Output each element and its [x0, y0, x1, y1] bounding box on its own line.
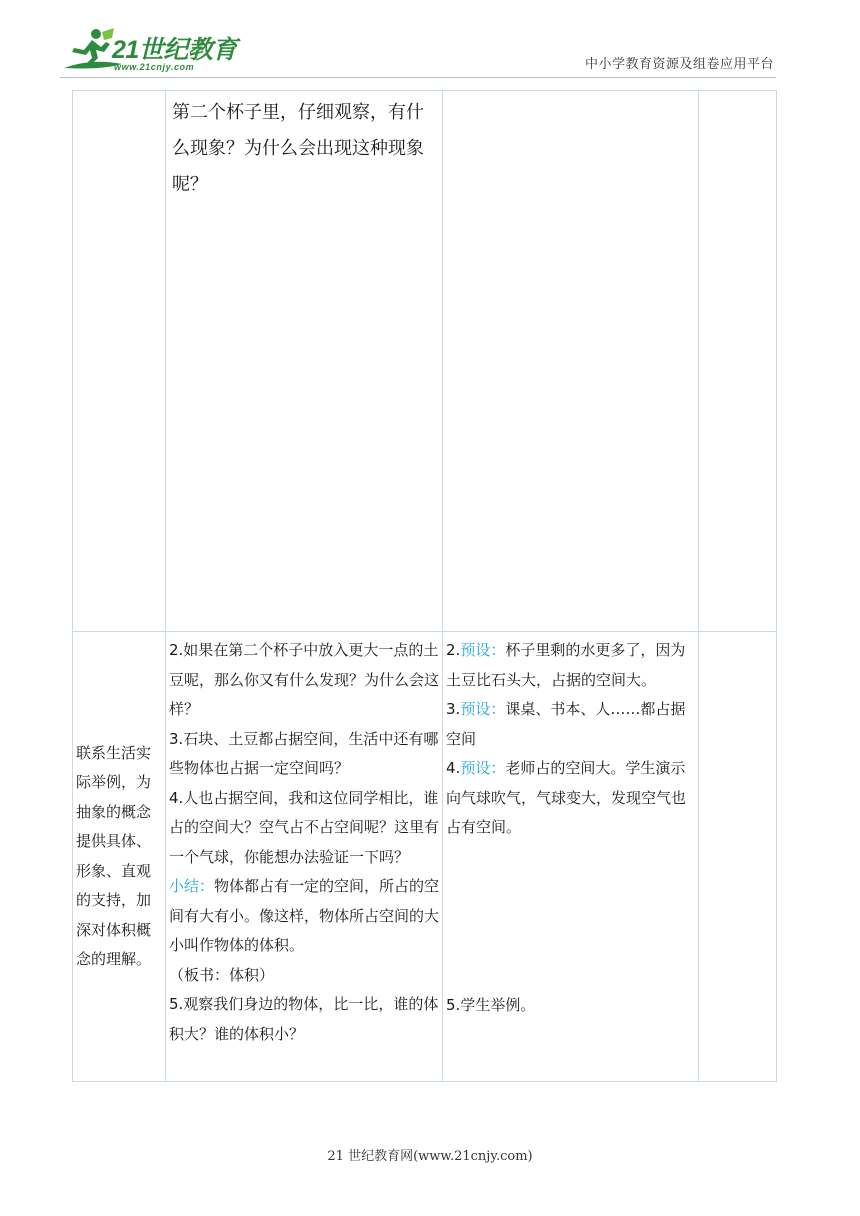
notes-cell [699, 91, 777, 632]
response-number: 3. [446, 700, 461, 718]
response-number: 2. [446, 641, 461, 659]
logo-text: 21世纪教育 [112, 36, 237, 64]
summary-paragraph [169, 872, 440, 961]
student-response [446, 636, 696, 695]
page-footer: 21 世纪教育网(www.21cnjy.com) [327, 1149, 533, 1164]
preset-label: 预设： [460, 759, 506, 777]
teacher-activity-cell [166, 632, 443, 1082]
table-row [73, 91, 777, 632]
objective-cell [73, 632, 166, 1082]
summary-label: 小结： [169, 877, 215, 895]
student-activity-cell [443, 91, 699, 632]
objective-cell [73, 91, 166, 632]
platform-title: 中小学教育资源及组卷应用平台 [584, 57, 774, 72]
student-response [446, 991, 696, 1021]
teacher-step: 2.如果在第二个杯子中放入更大一点的土豆呢，那么你又有什么发现？为什么会这样？ [169, 641, 440, 718]
response-number: 5. [446, 995, 461, 1014]
response-text: 学生举例。 [460, 995, 536, 1014]
preset-label: 预设： [460, 700, 506, 718]
page-header [0, 0, 860, 80]
teacher-step: 4.人也占据空间，我和这位同学相比，谁占的空间大？空气占不占空间呢？这里有一个气球，你能想办法验证一下吗？ [169, 788, 440, 866]
student-activity-cell [443, 632, 699, 1082]
teacher-activity-cell [166, 91, 443, 632]
student-response [446, 754, 696, 843]
notes-cell [699, 632, 777, 1082]
header-divider [60, 77, 776, 78]
response-text: 老师占的空间大。学生演示向气球吹气，气球变大，发现空气也占有空间。 [446, 759, 687, 836]
table-row [73, 632, 777, 1082]
summary-text: 物体都占有一定的空间，所占的空间有大有小。像这样，物体所占空间的大小叫作物体的体积。 [169, 877, 440, 954]
response-text: 杯子里剩的水更多了，因为土豆比石头大，占据的空间大。 [446, 641, 686, 689]
objective-text: 联系生活实际举例，为抽象的概念提供具体、形象、直观的支持，加深对体积概念的理解。 [76, 743, 152, 968]
board-note: （板书：体积） [169, 965, 275, 984]
response-number: 4. [446, 759, 461, 777]
response-text: 课桌、书本、人……都占据空间 [446, 700, 686, 748]
teacher-step: 5.观察我们身边的物体，比一比，谁的体积大？谁的体积小？ [169, 995, 439, 1043]
teacher-activity-text: 第二个杯子里，仔细观察，有什么现象？为什么会出现这种现象呢？ [172, 102, 424, 195]
student-response [446, 695, 696, 754]
preset-label: 预设： [460, 641, 506, 659]
logo-url: www.21cnjy.com [114, 62, 195, 72]
teacher-step: 3.石块、土豆都占据空间，生活中还有哪些物体也占据一定空间吗？ [169, 729, 439, 777]
lesson-table [72, 90, 777, 1082]
